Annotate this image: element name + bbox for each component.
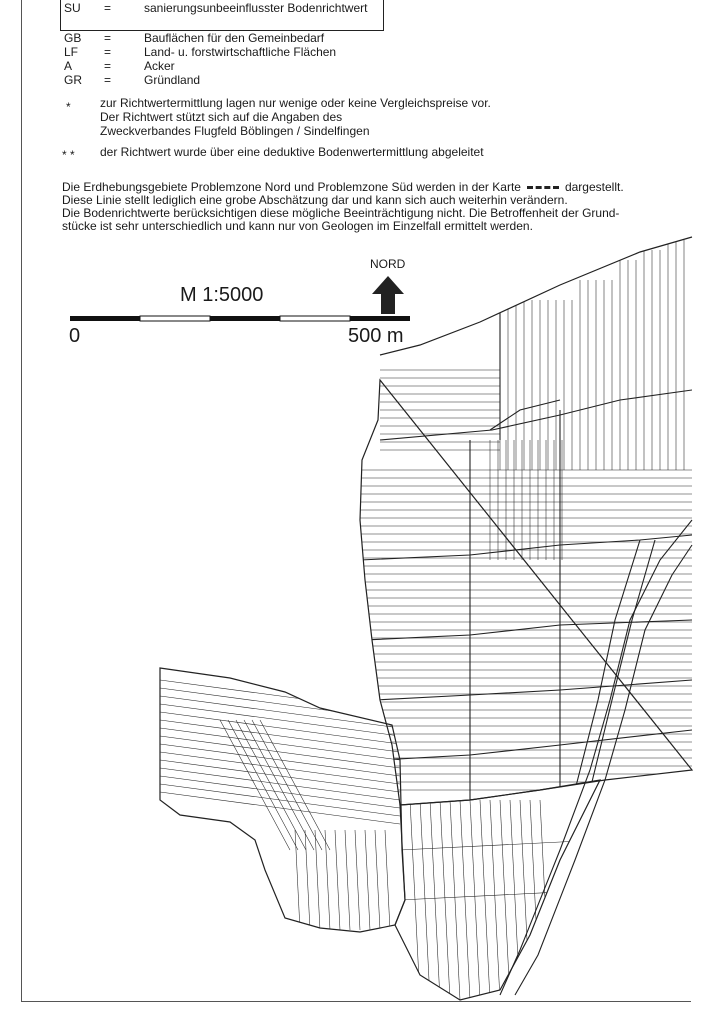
note1-line2: Der Richtwert stützt sich auf die Angaben des (100, 110, 343, 124)
scale-title: M 1:5000 (180, 284, 264, 306)
map-outline-north (360, 237, 692, 805)
map-outline-south (395, 780, 600, 1000)
legend-eq: = (104, 59, 112, 73)
legend-key: A (64, 59, 73, 73)
map-road (500, 520, 692, 995)
legend-eq: = (104, 31, 112, 45)
note1-marker: * (66, 100, 71, 114)
paragraph-line4: stücke ist sehr unterschiedlich und kann nur von Geologen im Einzelfall ermittelt werden. (62, 219, 533, 233)
legend-eq: = (104, 45, 112, 59)
note1-line1: zur Richtwertermittlung lagen nur wenige oder keine Vergleichspreise vor. (100, 96, 491, 110)
map-parcels-south (400, 800, 600, 1000)
map-parcels-north (360, 240, 692, 800)
note2-marker: * * (62, 148, 75, 162)
map-parcels-west (160, 680, 400, 930)
legend-eq: = (104, 1, 112, 15)
legend-value: Bauflächen für den Gemeinbedarf (144, 31, 325, 45)
scale-start-label: 0 (69, 325, 81, 347)
paragraph-line2: Diese Linie stellt lediglich eine grobe Abschätzung dar und kann sich auch weiterhin verändern. (62, 193, 568, 207)
legend-value: sanierungsunbeeinflusster Bodenrichtwert (144, 1, 368, 15)
legend-key: LF (64, 45, 79, 59)
legend-value: Gründland (144, 73, 201, 87)
legend-key: GB (64, 31, 82, 45)
scale-end-label: 500 m (348, 325, 404, 347)
note2-text: der Richtwert wurde über eine deduktive Bodenwertermittlung abgeleitet (100, 145, 484, 159)
paragraph-line1-before: Die Erdhebungsgebiete Problemzone Nord und Problemzone Süd werden in der Karte (62, 180, 521, 194)
paragraph-line3: Die Bodenrichtwerte berücksichtigen diese mögliche Beeinträchtigung nicht. Die Betroffenheit der Grund- (62, 206, 620, 220)
legend-key: GR (64, 73, 82, 87)
legend-value: Land- u. forstwirtschaftliche Flächen (144, 45, 337, 59)
legend-value: Acker (144, 59, 175, 73)
note1-line3: Zweckverbandes Flugfeld Böblingen / Sindelfingen (100, 124, 370, 138)
legend-eq: = (104, 73, 112, 87)
north-label: NORD (370, 257, 406, 271)
paragraph-line1-after: dargestellt. (564, 180, 624, 194)
legend-key: SU (64, 1, 81, 15)
